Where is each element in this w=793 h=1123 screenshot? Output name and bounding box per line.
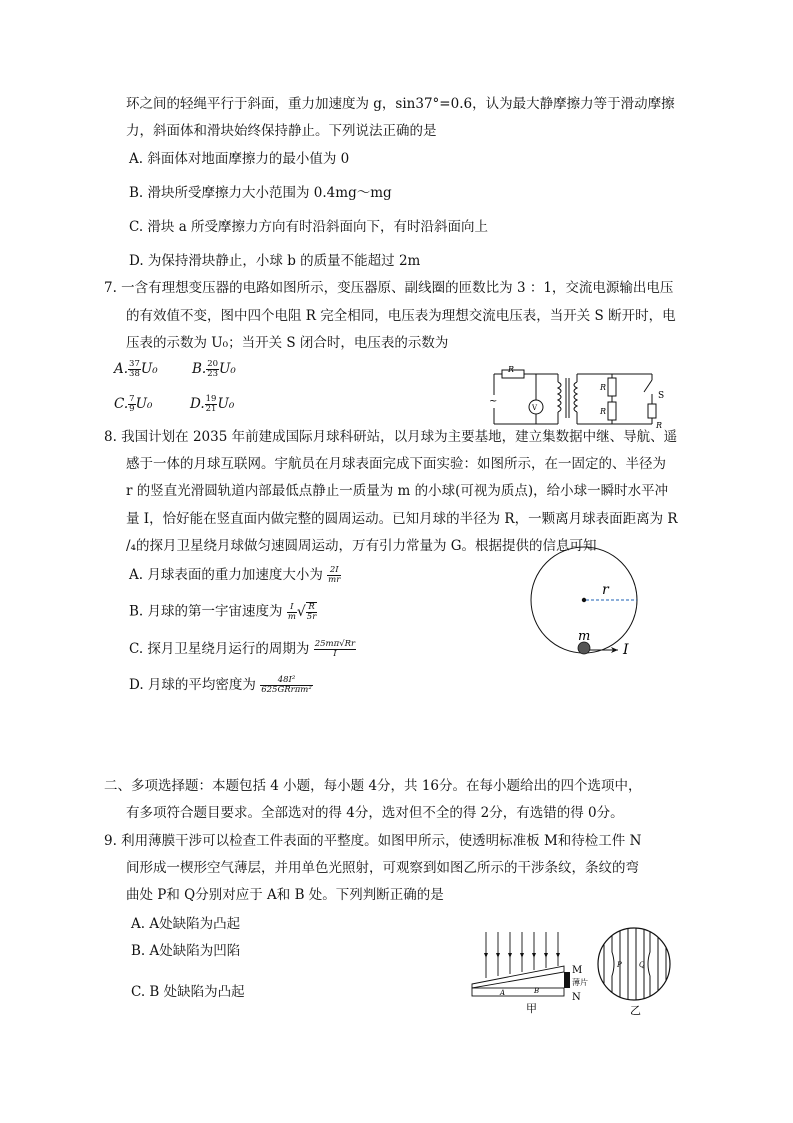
q8-option-b: B. 月球的第一宇宙速度为 $\frac{I}{m}$ √ $\frac{R}{5r}$ <box>129 601 317 622</box>
q7-option-d-num: 19 <box>205 394 217 404</box>
q9-fig-label-a: A <box>500 989 506 997</box>
q9-wedge-diagram <box>468 928 592 1016</box>
q9-fringe-circle <box>598 928 670 1000</box>
q9-fig-label-n: N <box>572 992 581 1003</box>
q7-fig-label-r2: R <box>600 383 607 392</box>
q9-stem-line-1: 9. 利用薄膜干涉可以检查工件表面的平整度。如图甲所示，使透明标准板 M和待检工件 N <box>104 833 642 849</box>
q8-circular-track-diagram <box>526 546 676 668</box>
q7-stem-line-1: 7. 一含有理想变压器的电路如图所示，变压器原、副线圈的匝数比为 3 ：1，交流电源输出电压 <box>104 280 674 296</box>
q8-fig-label-m: m <box>578 629 591 644</box>
q8-option-d <box>129 676 313 695</box>
q6-option-c: C. 滑块 a 所受摩擦力方向有时沿斜面向下，有时沿斜面向上 <box>129 219 489 235</box>
q8-stem-line-1: 8. 我国计划在 2035 年前建成国际月球科研站，以月球为主要基地，建立集数据中继、导航、遥 <box>104 429 678 445</box>
q7-fig-label-v: V <box>532 404 538 412</box>
q8-option-c <box>129 640 356 659</box>
q8-option-c-num: 25mπ√Rr <box>314 639 356 649</box>
q8-option-d-text: D. 月球的平均密度为 <box>129 677 256 693</box>
q7-stem-line-2: 的有效值不变，图中四个电阻 R 完全相同，电压表为理想交流电压表，当开关 S 断开时，电 <box>126 308 676 324</box>
q8-stem-line-3: r 的竖直光滑圆轨道内部最低点静止一质量为 m 的小球(可视为质点)，给小球一瞬时水平冲 <box>126 483 669 499</box>
q8-stem-line-4: 量 I，恰好能在竖直面内做完整的圆周运动。已知月球的半径为 R，一颗离月球表面距离为 R <box>126 511 678 527</box>
q9-fig-label-jia: 甲 <box>526 1002 537 1015</box>
q7-load-resistor-lower <box>608 402 616 420</box>
q7-fig-label-s: S <box>658 391 665 401</box>
q9-fig-label-q: Q <box>639 961 645 969</box>
q8-option-c-den: I <box>333 649 337 659</box>
q8-option-a-den: mr <box>328 575 341 585</box>
q9-thin-sheet <box>564 972 570 988</box>
q8-option-d-den: 625GRrπm² <box>261 685 312 695</box>
q8-fig-label-r: r <box>602 582 609 598</box>
q7-fig-label-r1: R <box>508 365 515 374</box>
q9-workpiece-n <box>472 988 564 996</box>
q6-stem-line-2: 力，斜面体和滑块始终保持静止。下列说法正确的是 <box>126 123 437 139</box>
q9-stem-line-3: 曲处 P和 Q分别对应于 A和 B 处。下列判断正确的是 <box>126 887 444 903</box>
q7-option-c <box>114 395 152 414</box>
q7-option-a-var: U₀ <box>140 361 158 377</box>
q7-switch-resistor <box>648 404 656 418</box>
q9-fringe-pattern-diagram <box>592 926 676 1018</box>
q7-option-a <box>114 360 158 379</box>
q9-option-b: B. A处缺陷为凹陷 <box>131 943 241 959</box>
q8-option-a-text: A. 月球表面的重力加速度大小为 <box>129 567 323 583</box>
q7-fig-label-r4: R <box>656 421 663 428</box>
q8-center-point <box>582 598 586 602</box>
q9-option-c: C. B 处缺陷为凸起 <box>131 984 245 1000</box>
q9-fig-label-m: M <box>572 965 583 976</box>
section2-heading-line-2: 有多项符合题目要求。全部选对的得 4分，选对但不全的得 2分，有选错的得 0分。 <box>126 805 624 821</box>
q6-option-a: A. 斜面体对地面摩擦力的最小值为 0 <box>129 151 350 167</box>
q7-option-b-var: U₀ <box>219 361 236 377</box>
q7-circuit-diagram <box>486 362 674 428</box>
q7-option-b-label: B. <box>192 361 207 377</box>
q7-option-c-den: 9 <box>129 404 135 414</box>
q7-fig-label-r3: R <box>600 407 607 416</box>
q9-fig-label-film: 薄片 <box>572 978 588 987</box>
q7-option-d-den: 21 <box>205 404 217 414</box>
q7-option-d-var: U₀ <box>217 396 235 412</box>
q8-option-b-sqrt-den: 5r <box>306 612 317 622</box>
q9-fig-label-b: B <box>534 987 540 995</box>
section2-heading-line-1: 二、多项选择题：本题包括 4 小题，每小题 4分，共 16分。在每小题给出的四个选项中， <box>104 778 642 794</box>
q7-option-d <box>190 395 234 414</box>
q8-option-a-num: 2I <box>327 566 341 576</box>
q8-option-b-num: I <box>287 603 297 613</box>
q7-option-a-num: 37 <box>129 359 140 369</box>
q8-option-d-num: 48I² <box>260 676 313 686</box>
q9-stem-line-2: 间形成一楔形空气薄层，并用单色光照射，可观察到如图乙所示的干涉条纹，条纹的弯 <box>126 860 639 876</box>
q7-option-b <box>192 360 236 379</box>
q6-option-d: D. 为保持滑块静止，小球 b 的质量不能超过 2m <box>129 253 421 269</box>
q8-option-b-sqrt-num: R <box>306 603 317 613</box>
q9-fig-label-p: P <box>617 961 622 969</box>
q8-option-b-text: B. 月球的第一宇宙速度为 <box>129 603 283 620</box>
q7-option-d-label: D. <box>190 396 205 412</box>
q7-option-b-den: 23 <box>207 369 219 379</box>
q7-option-c-label: C. <box>114 396 129 412</box>
q8-option-c-text: C. 探月卫星绕月运行的周期为 <box>129 641 310 657</box>
q7-stem-line-3: 压表的示数为 U₀；当开关 S 闭合时，电压表的示数为 <box>126 335 449 351</box>
q7-option-a-label: A. <box>114 361 129 377</box>
q7-option-c-num: 7 <box>129 394 135 404</box>
q7-option-b-num: 20 <box>207 359 219 369</box>
q7-option-a-den: 38 <box>129 369 140 379</box>
q8-fig-label-i: I <box>623 642 629 658</box>
q8-stem-line-5: /₄的探月卫星绕月球做匀速圆周运动，万有引力常量为 G。根据提供的信息可知 <box>126 538 597 554</box>
q6-option-b: B. 滑块所受摩擦力大小范围为 0.4mg～mg <box>129 185 392 201</box>
q7-fig-source-symbol: ~ <box>489 396 498 407</box>
q8-option-a <box>129 566 341 585</box>
q7-load-resistor-upper <box>608 378 616 396</box>
q6-stem-line-1: 环之间的轻绳平行于斜面，重力加速度为 g，sin37°=0.6，认为最大静摩擦力等于滑动摩擦 <box>126 96 675 112</box>
q7-option-c-var: U₀ <box>135 396 153 412</box>
q9-option-a: A. A处缺陷为凸起 <box>131 916 241 932</box>
q7-switch <box>644 380 652 392</box>
q8-option-b-den: m <box>287 611 296 622</box>
q8-stem-line-2: 感于一体的月球互联网。宇航员在月球表面完成下面实验：如图所示，在一固定的、半径为 <box>126 456 666 472</box>
q9-fig-label-yi: 乙 <box>630 1004 641 1017</box>
